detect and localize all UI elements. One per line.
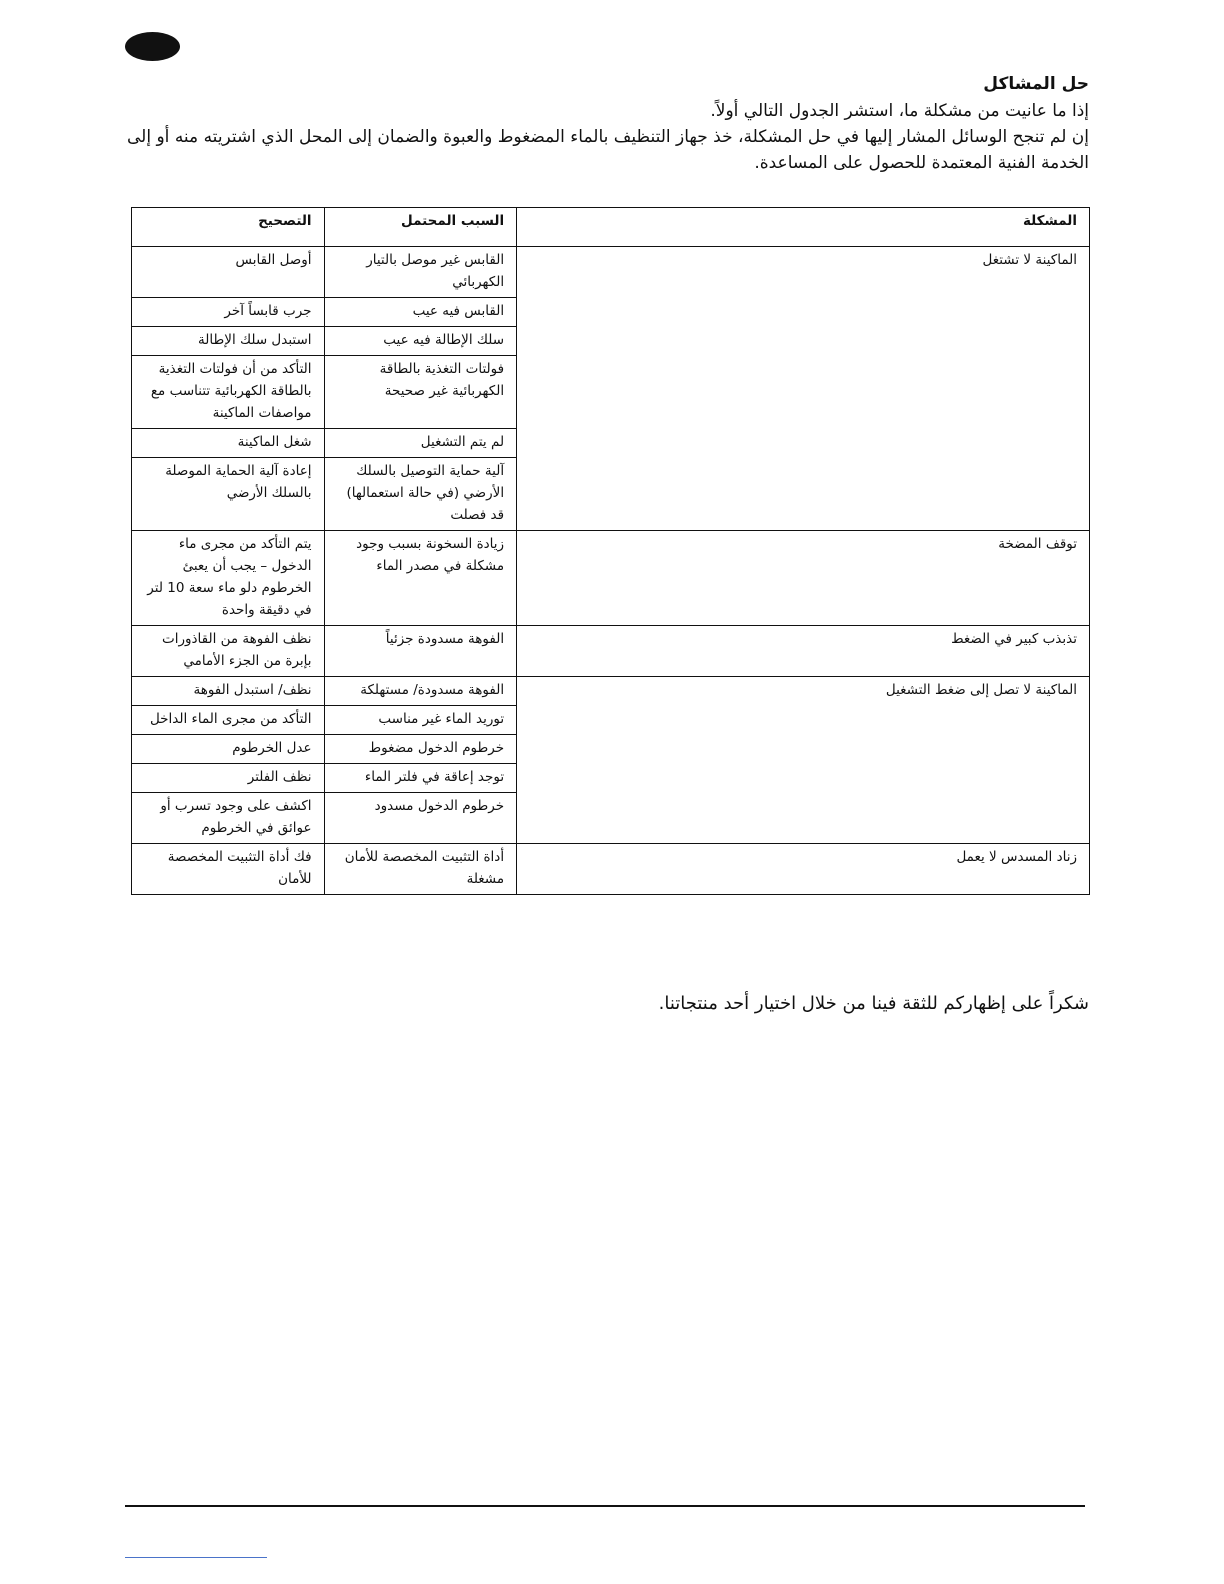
table-row — [132, 626, 1090, 677]
problem-no-pressure: الماكينة لا تصل إلى ضغط التشغيل — [517, 677, 1090, 844]
cause-cell: زيادة السخونة بسبب وجود مشكلة في مصدر الماء — [324, 531, 517, 626]
cause-cell: خرطوم الدخول مسدود — [324, 793, 517, 844]
cause-cell: سلك الإطالة فيه عيب — [324, 327, 517, 356]
cause-cell: توريد الماء غير مناسب — [324, 706, 517, 735]
fix-cell: نظف/ استبدل الفوهة — [132, 677, 325, 706]
header-fix: التصحيح — [132, 208, 325, 247]
cause-cell: آلية حماية التوصيل بالسلك الأرضي (في حالة استعمالها) قد فصلت — [324, 458, 517, 531]
problem-pump-stops: توقف المضخة — [517, 531, 1090, 626]
table-row — [132, 844, 1090, 895]
fix-cell: نظف الفوهة من القاذورات بإبرة من الجزء الأمامي — [132, 626, 325, 677]
fix-cell: التأكد من مجرى الماء الداخل — [132, 706, 325, 735]
fix-cell: اكشف على وجود تسرب أو عوائق في الخرطوم — [132, 793, 325, 844]
fix-cell: إعادة آلية الحماية الموصلة بالسلك الأرضي — [132, 458, 325, 531]
language-badge — [125, 32, 180, 61]
cause-cell: لم يتم التشغيل — [324, 429, 517, 458]
cause-cell: خرطوم الدخول مضغوط — [324, 735, 517, 764]
intro-section — [127, 70, 1089, 176]
fix-cell: استبدل سلك الإطالة — [132, 327, 325, 356]
fix-cell: يتم التأكد من مجرى ماء الدخول – يجب أن يعبئ الخرطوم دلو ماء سعة 10 لتر في دقيقة واحدة — [132, 531, 325, 626]
footer-divider — [125, 1505, 1085, 1507]
cause-cell: القابس غير موصل بالتيار الكهربائي — [324, 247, 517, 298]
cause-cell: أداة التثبيت المخصصة للأمان مشغلة — [324, 844, 517, 895]
fix-cell: نظف الفلتر — [132, 764, 325, 793]
intro-paragraph-1: إذا ما عانيت من مشكلة ما، استشر الجدول التالي أولاً. — [710, 101, 1089, 121]
thank-you-note: شكراً على إظهاركم للثقة فينا من خلال اختيار أحد منتجاتنا. — [658, 993, 1089, 1014]
cause-cell: الفوهة مسدودة/ مستهلكة — [324, 677, 517, 706]
header-problem: المشكلة — [517, 208, 1090, 247]
header-cause: السبب المحتمل — [324, 208, 517, 247]
table-row — [132, 677, 1090, 706]
footer-link-underline — [125, 1557, 267, 1558]
problem-trigger: زناد المسدس لا يعمل — [517, 844, 1090, 895]
cause-cell: القابس فيه عيب — [324, 298, 517, 327]
troubleshooting-table — [131, 207, 1090, 895]
problem-pressure-fluctuation: تذبذب كبير في الضغط — [517, 626, 1090, 677]
fix-cell: جرب قابساً آخر — [132, 298, 325, 327]
cause-cell: توجد إعاقة في فلتر الماء — [324, 764, 517, 793]
table-row — [132, 531, 1090, 626]
cause-cell: الفوهة مسدودة جزئياً — [324, 626, 517, 677]
fix-cell: عدل الخرطوم — [132, 735, 325, 764]
fix-cell: التأكد من أن فولتات التغذية بالطاقة الكهربائية تتناسب مع مواصفات الماكينة — [132, 356, 325, 429]
table-header-row — [132, 208, 1090, 247]
page-title: حل المشاكل — [983, 74, 1089, 94]
table-row — [132, 247, 1090, 298]
fix-cell: أوصل القابس — [132, 247, 325, 298]
problem-no-start: الماكينة لا تشتغل — [517, 247, 1090, 531]
fix-cell: فك أداة التثبيت المخصصة للأمان — [132, 844, 325, 895]
fix-cell: شغل الماكينة — [132, 429, 325, 458]
cause-cell: فولتات التغذية بالطاقة الكهربائية غير صحيحة — [324, 356, 517, 429]
intro-paragraph-2: إن لم تنجح الوسائل المشار إليها في حل المشكلة، خذ جهاز التنظيف بالماء المضغوط والعبوة والضمان إلى المحل الذي اشتريته منه أو إلى الخدمة الفنية المعتمدة للحصول على المساعدة. — [127, 127, 1089, 173]
